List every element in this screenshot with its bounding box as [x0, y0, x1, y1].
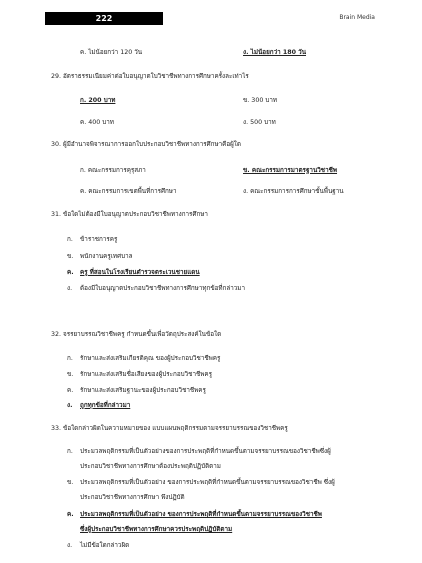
q31-option-d-letter: ง. — [67, 285, 73, 292]
q32-option-d-letter: ง. — [67, 402, 73, 409]
q30-option-c: ค. คณะกรรมการเขตพื้นที่การศึกษา — [80, 188, 177, 195]
q32-option-b-letter: ข. — [67, 371, 74, 378]
q33-question: 33. ข้อใดกล่าวผิดในความหมายของ แบบแผนพฤติกรรมตามจรรยาบรรณของวิชาชีพครู — [51, 425, 288, 432]
q33-option-a-letter: ก. — [67, 448, 73, 455]
q31-option-b-letter: ข. — [67, 253, 74, 260]
q31-option-c-letter: ค. — [67, 269, 74, 276]
q33-option-b-letter: ข. — [67, 479, 74, 486]
q29-option-a-answer: ก. 200 บาท — [80, 97, 116, 104]
q32-option-c: รักษาและส่งเสริมฐานะของผู้ประกอบวิชาชีพครู — [80, 387, 206, 394]
q33-option-a-line1: ประมวลพฤติกรรมที่เป็นตัวอย่างของการประพฤติที่กำหนดขึ้นตามจรรยาบรรณของวิชาชีพซึ่งผู้ — [80, 448, 331, 455]
q30-option-a: ก. คณะกรรมการคุรุสภา — [80, 167, 146, 174]
q31-option-b: พนักงานครูเทศบาล — [80, 253, 133, 260]
q32-question: 32. จรรยาบรรณวิชาชีพครู กำหนดขึ้นเพื่อวัตถุประสงค์ในข้อใด — [51, 331, 222, 338]
q30-question: 30. ผู้มีอำนาจพิจารณาการออกใบประกอบวิชาชีพทางการศึกษาคือผู้ใด — [51, 141, 241, 148]
q33-option-a-line2: ประกอบวิชาชีพทางการศึกษาต้องประพฤติปฏิบัติตาม — [80, 463, 221, 470]
q33-option-b-line1: ประมวลพฤติกรรมที่เป็นตัวอย่าง ของการประพฤติที่กำหนดขึ้นตามจรรยาบรรณของวิชาชีพ ซึ่งผู้ — [80, 479, 335, 486]
q29-option-b: ข. 300 บาท — [243, 97, 278, 104]
q28-option-d-answer: ง. ไม่น้อยกว่า 180 วัน — [243, 49, 307, 56]
q33-option-b-line2: ประกอบวิชาชีพทางการศึกษา พึงปฏิบัติ — [80, 494, 185, 501]
brand-name: Brain Media — [339, 14, 375, 21]
q33-option-d-letter: ง. — [67, 542, 73, 549]
q31-option-d: ต้องมีใบอนุญาตประกอบวิชาชีพทางการศึกษาทุกข้อที่กล่าวมา — [80, 285, 245, 292]
q30-option-d: ง. คณะกรรมการการศึกษาขั้นพื้นฐาน — [243, 188, 344, 195]
q29-question: 29. อัตราธรรมเนียมค่าต่อใบอนุญาตใบวิชาชีพทางการศึกษาครั้งละเท่าไร — [51, 73, 249, 80]
q32-option-b: รักษาและส่งเสริมชื่อเสียงของผู้ประกอบวิชาชีพครู — [80, 371, 213, 378]
q33-option-c-answer-line1: ประมวลพฤติกรรมที่เป็นตัวอย่าง ของการประพฤติที่กำหนดขึ้นตามจรรยาบรรณของวิชาชีพ — [80, 511, 322, 518]
q31-option-c-answer: ครู ที่สอนในโรงเรียนตำรวจตระเวนชายแดน — [80, 269, 200, 276]
q32-option-c-letter: ค. — [67, 387, 74, 394]
page-header — [45, 12, 375, 26]
q30-option-b-answer: ข. คณะกรรมการมาตรฐานวิชาชีพ — [243, 167, 338, 174]
q31-option-a: ข้าราชการครู — [80, 236, 118, 243]
q28-option-c: ค. ไม่น้อยกว่า 120 วัน — [80, 49, 143, 56]
q33-option-d: ไม่มีข้อใดกล่าวผิด — [80, 542, 130, 549]
q29-option-c: ค. 400 บาท — [80, 119, 114, 126]
q31-question: 31. ข้อใดไม่ต้องมีใบอนุญาตประกอบวิชาชีพทางการศึกษา — [51, 211, 208, 218]
q33-option-c-letter: ค. — [67, 511, 74, 518]
page-number-bar: 222 — [45, 12, 163, 25]
q31-option-a-letter: ก. — [67, 236, 73, 243]
q33-option-c-answer-line2: ซึ่งผู้ประกอบวิชาชีพทางการศึกษาควรประพฤติปฏิบัติตาม — [80, 526, 233, 533]
q32-option-a: รักษาและส่งเสริมเกียรติคุณ ของผู้ประกอบวิชาชีพครู — [80, 355, 221, 362]
q29-option-d: ง. 500 บาท — [243, 119, 276, 126]
q32-option-d-answer: ถูกทุกข้อที่กล่าวมา — [80, 402, 131, 409]
q32-option-a-letter: ก. — [67, 355, 73, 362]
